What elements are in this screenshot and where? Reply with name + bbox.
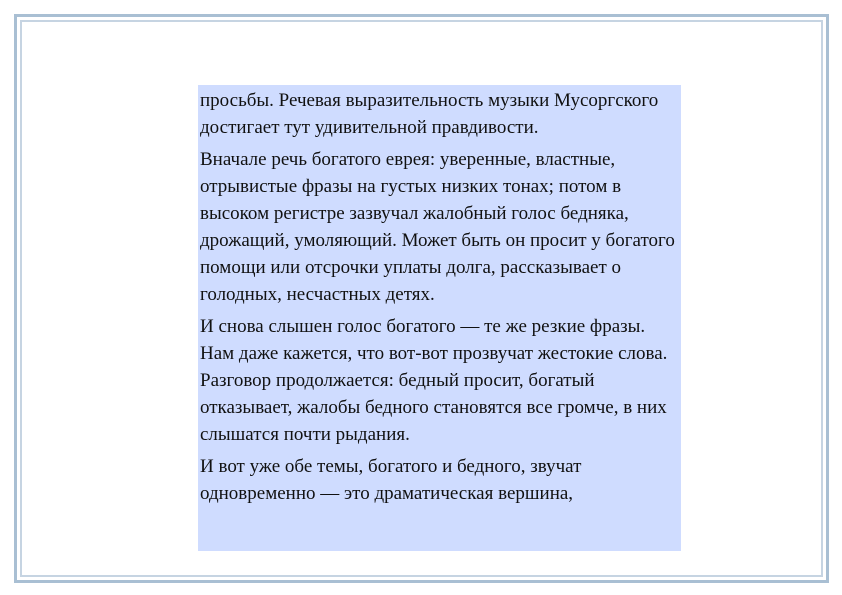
paragraph-3: И снова слышен голос богатого — те же резкие фразы. Нам даже кажется, что вот-вот прозвучат жестокие слова. Разговор продолжается: бедный просит, богатый отказывает, жалобы бедного становятся все громче, в них слышатся почти рыдания. [200, 316, 668, 445]
paragraph-2: Вначале речь богатого еврея: уверенные, властные, отрывистые фразы на густых низких тонах; потом в высоком регистре зазвучал жалобный голос бедняка, дрожащий, умоляющий. Может быть он просит у богатого помощи или отсрочки уплаты долга, рассказывает о голодных, несчастных детях. [200, 149, 675, 305]
paragraph-1: просьбы. Речевая выразительность музыки Мусоргского достигает тут удивительной правдивости. [200, 90, 659, 138]
paragraph-4: И вот уже обе темы, богатого и бедного, звучат одновременно — это драматическая вершина, [200, 456, 582, 504]
text-block [198, 85, 681, 551]
